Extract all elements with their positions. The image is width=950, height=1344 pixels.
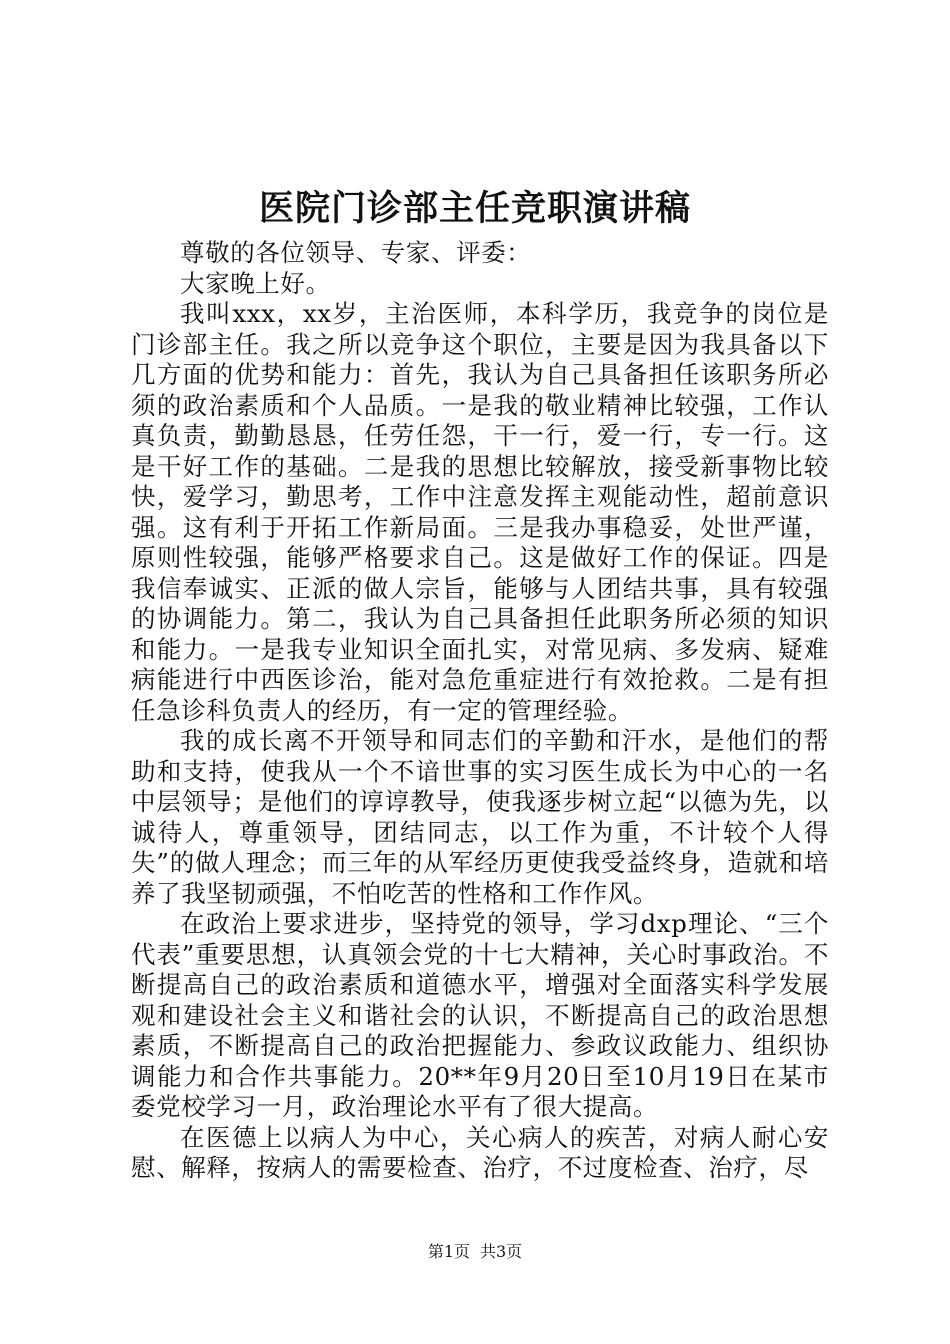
page-total: 共3页 <box>480 1242 523 1261</box>
page-number: 第1页 <box>427 1242 470 1261</box>
salutation-paragraph: 尊敬的各位领导、专家、评委： <box>180 238 532 267</box>
document-body <box>131 238 829 1184</box>
introduction-paragraph: 我叫xxx，xx岁，主治医师，本科学历，我竞争的岗位是门诊部主任。我之所以竞争这个职位，主要是因为我具备以下几方面的优势和能力：首先，我认为自己具备担任该职务所必须的政治素质和个人品质。一是我的敬业精神比较强，工作认真负责，勤勤恳恳，任劳任怨，干一行，爱一行，专一行。这是干好工作的基础。二是我的思想比较解放，接受新事物比较快，爱学习，勤思考，工作中注意发挥主观能动性，超前意识强。这有利于开拓工作新局面。三是我办事稳妥，处世严谨，原则性较强，能够严格要求自己。这是做好工作的保证。四是我信奉诚实、正派的做人宗旨，能够与人团结共事，具有较强的协调能力。第二，我认为自己具备担任此职务所必须的知识和能力。一是我专业知识全面扎实，对常见病、多发病、疑难病能进行中西医诊治，能对急危重症进行有效抢救。二是有担任急诊科负责人的经历，有一定的管理经验。 <box>131 299 829 725</box>
greeting-paragraph: 大家晚上好。 <box>180 268 331 298</box>
document-title: 医院门诊部主任竞职演讲稿 <box>258 188 691 229</box>
politics-paragraph: 在政治上要求进步，坚持党的领导，学习dxp理论、“三个代表”重要思想，认真领会党的十七大精神，关心时事政治。不断提高自己的政治素质和道德水平，增强对全面落实科学发展观和建设社会主义和谐社会的认识，不断提高自己的政治思想素质，不断提高自己的政治把握能力、参政议政能力、组织协调能力和合作共事能力。20**年9月20日至10月19日在某市委党校学习一月，政治理论水平有了很大提高。 <box>131 909 829 1121</box>
page-footer <box>0 1241 950 1263</box>
growth-paragraph: 我的成长离不开领导和同志们的辛勤和汗水，是他们的帮助和支持，使我从一个不谙世事的实习医生成长为中心的一名中层领导；是他们的谆谆教导，使我逐步树立起“以德为先，以诚待人，尊重领导，团结同志，以工作为重，不计较个人得失”的做人理念；而三年的从军经历更使我受益终身，造就和培养了我坚韧顽强，不怕吃苦的性格和工作作风。 <box>131 726 829 908</box>
ethics-paragraph: 在医德上以病人为中心，关心病人的疾苦，对病人耐心安慰、解释，按病人的需要检查、治疗，不过度检查、治疗，尽 <box>131 1122 829 1182</box>
